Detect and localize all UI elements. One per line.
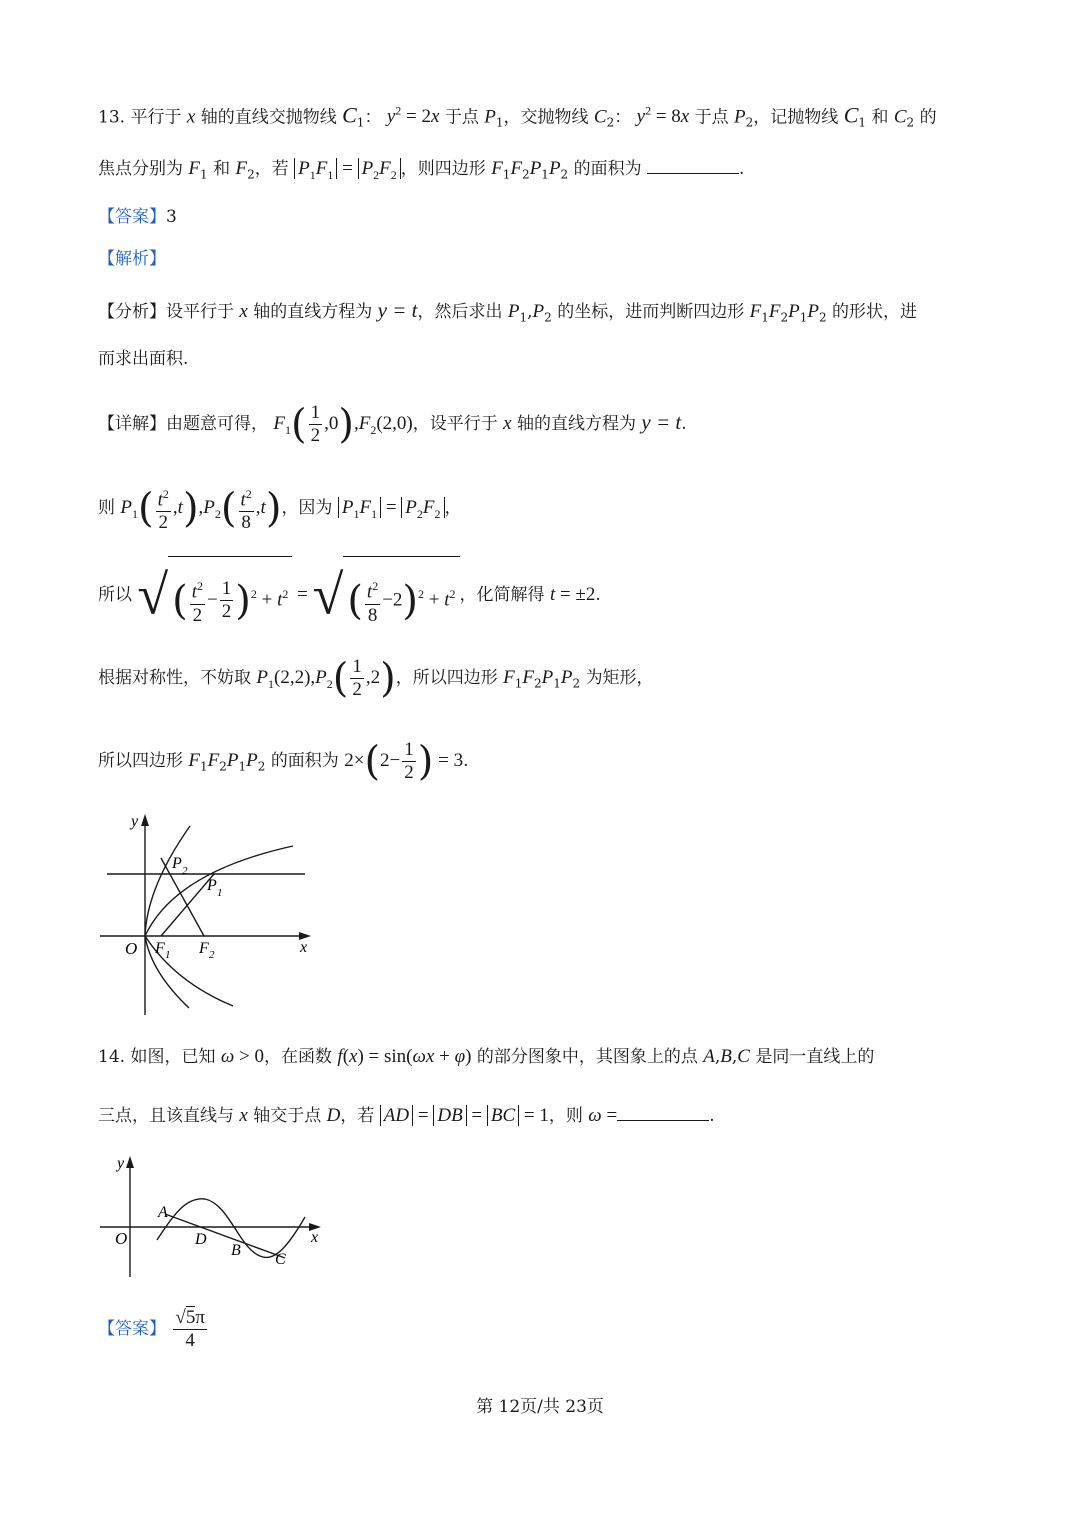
svg-text:O: O bbox=[125, 939, 138, 958]
svg-text:O: O bbox=[115, 1229, 128, 1248]
q13-then-line: 则 $P_1$( $\frac{t^2}{2}$ $,t),P_2$( $\frac{t^2}{8}$ ,t)，因为 $P_1F_1 = P_2F_2$ ， bbox=[98, 480, 462, 542]
svg-text:F: F bbox=[155, 940, 165, 957]
q13-answer: 【答案】3 bbox=[98, 207, 177, 227]
q13-analysis-tag: 【解析】 bbox=[98, 249, 166, 269]
svg-text:1: 1 bbox=[217, 887, 223, 899]
q13-detail-line: 【详解】由题意可得， $F_1$( $\frac{1}{2}$ $,0),F_2(2,0)$，设平行于 x 轴的直线方程为 y = t. bbox=[98, 401, 687, 448]
q13-fenxi-line2: 而求出面积. bbox=[98, 349, 189, 369]
svg-text:P: P bbox=[207, 877, 217, 894]
q14-stem-line1: 14. 如图，已知 ω > 0，在函数 f(x) = sin(ωx + φ) 的部分图象中，其图象上的点 A,B,C 是同一直线上的 bbox=[98, 1046, 875, 1067]
q13-area-line: 所以四边形 $F_1F_2P_1P_2$ 的面积为 2×(2− $\frac{1}{2}$ ) = 3. bbox=[98, 738, 469, 785]
q13-stem-line1: 13. 平行于 x 轴的直线交抛物线 $C_1$： $y^2 = 2x$ 于点 $P_1$，交抛物线 $C_2$： $y^2 = 8x$ 于点 $P_2$，记抛物线 $C_1$ 和 $C_2$ 的 bbox=[98, 102, 937, 130]
q14-answer: 【答案】 $\frac{√5\pi}{4}$ bbox=[98, 1307, 205, 1352]
svg-text:2: 2 bbox=[209, 949, 215, 961]
q13-sym-line: 根据对称性，不妨取 $P_1(2,2),P_2$( $\frac{1}{2}$ ,2)，所以四边形 $F_1F_2P_1P_2$ 为矩形， bbox=[98, 655, 654, 702]
svg-text:P: P bbox=[172, 855, 182, 872]
svg-text:F: F bbox=[199, 940, 209, 957]
q14-number: 14. bbox=[98, 1047, 126, 1067]
svg-text:x: x bbox=[300, 939, 308, 956]
q13-number: 13. bbox=[98, 107, 126, 128]
parabola-figure bbox=[95, 812, 325, 1017]
svg-text:1: 1 bbox=[165, 949, 171, 961]
answer-blank bbox=[647, 157, 739, 174]
svg-text:A: A bbox=[158, 1204, 168, 1221]
svg-text:D: D bbox=[195, 1231, 207, 1248]
q14-stem-line2: 三点，且该直线与 x 轴交于点 D，若 AD = DB = BC = 1，则 ω = . bbox=[98, 1105, 715, 1126]
svg-text:x: x bbox=[311, 1229, 319, 1246]
svg-text:y: y bbox=[117, 1155, 125, 1172]
svg-text:B: B bbox=[231, 1242, 241, 1259]
svg-text:2: 2 bbox=[182, 865, 188, 877]
q13-so-line: 所以 √ ( $\frac{t^2}{2}$ − $\frac{1}{2}$ )$^2 + t^2$ = √ ( $\frac{t^2}{8}$ $-2)^2 + t^2$ ，化简解得 t = ±2. bbox=[98, 556, 601, 635]
q13-stem-line2: 焦点分别为 $F_1$ 和 $F_2$，若 $P_1F_1 = P_2F_2$ ，则四边形 $F_1F_2P_1P_2$ 的面积为 . bbox=[98, 158, 745, 182]
page-footer: 第 12页/共 23页 bbox=[476, 1397, 604, 1417]
q13-fenxi-line1: 【分析】设平行于 x 轴的直线方程为 y = t，然后求出 $P_1,P_2$ 的坐标，进而判断四边形 $F_1F_2P_1P_2$ 的形状，进 bbox=[98, 298, 918, 325]
sine-figure bbox=[95, 1152, 335, 1282]
svg-text:C: C bbox=[275, 1251, 286, 1268]
svg-text:y: y bbox=[131, 813, 139, 830]
